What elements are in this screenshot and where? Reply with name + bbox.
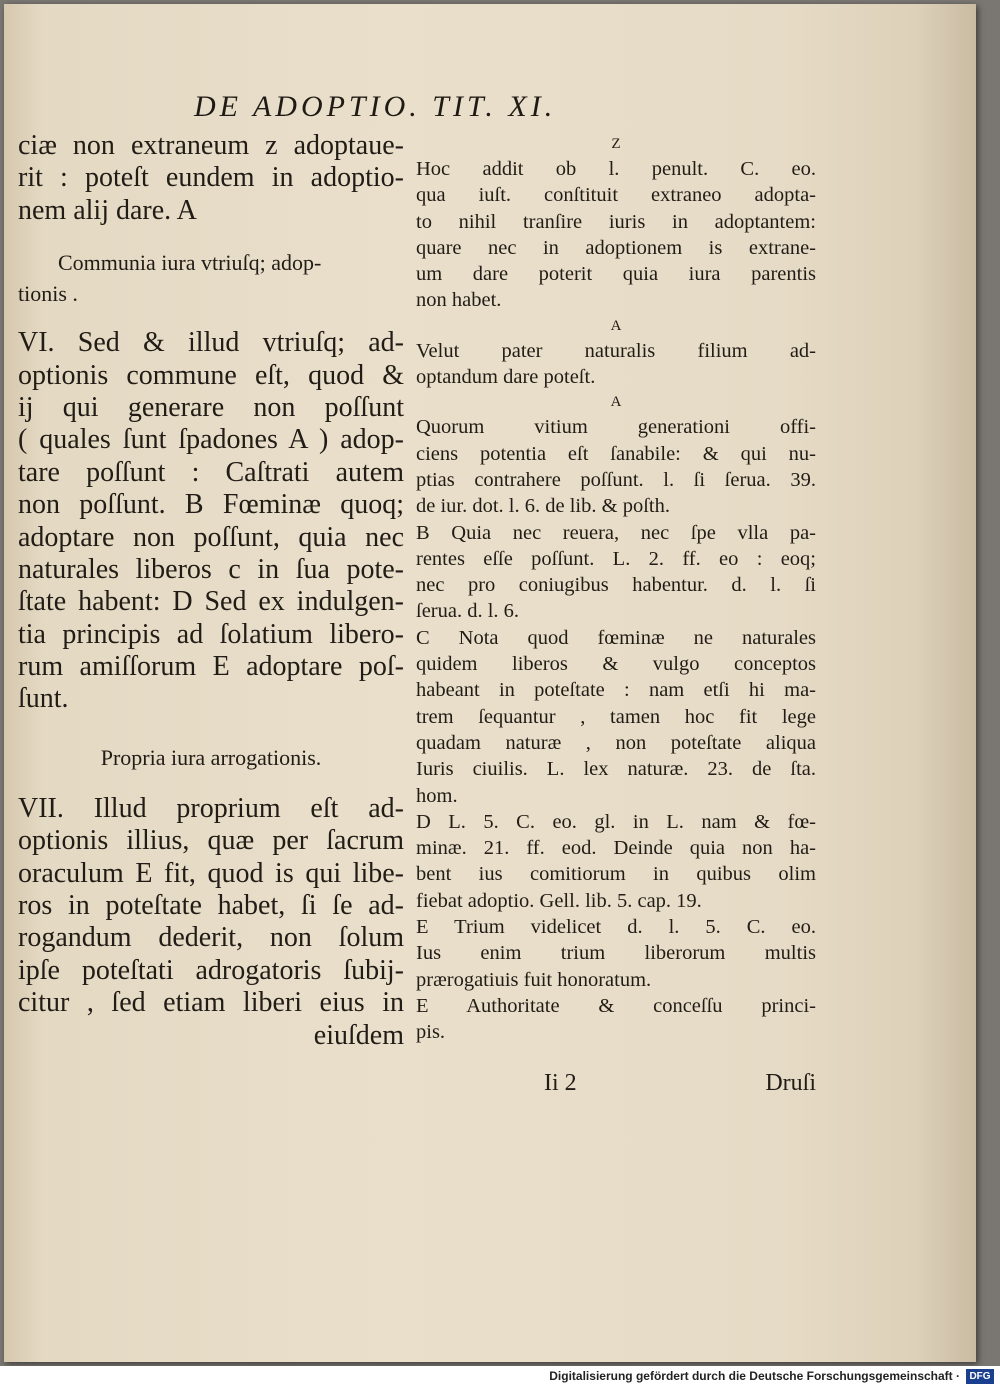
note-line: Quorum vitium generationi offi-	[416, 416, 816, 439]
note-line: nec pro coniugibus habentur. d. l. ſi	[416, 574, 816, 597]
text-line: tia principis ad ſolatium libero-	[18, 618, 404, 650]
note-marker: A	[610, 317, 622, 334]
text-line: citur , ſed etiam liberi eius in	[18, 987, 404, 1019]
note-line: E Authoritate & conceſſu princi-	[416, 994, 816, 1017]
spacer	[18, 227, 404, 247]
text-line: tare poſſunt : Caſtrati autem	[18, 456, 404, 488]
text-line: ciæ non extraneum z adoptaue-	[18, 130, 404, 161]
note-line: ptias contrahere poſſunt. l. ſi ſerua. 39.	[416, 468, 816, 491]
text-line: adoptare non poſſunt, quia nec	[18, 521, 404, 553]
note-line: Ius enim trium liberorum multis	[416, 942, 816, 965]
note-line: quare nec in adoptionem is extrane-	[416, 236, 816, 259]
note-line: qua iuſt. conſtituit extraneo adopta-	[416, 184, 816, 207]
text-line: oraculum E fit, quod is qui libe-	[18, 857, 404, 889]
note-marker: A	[610, 394, 622, 411]
text-line: ( quales ſunt ſpadones A ) adop-	[18, 424, 404, 456]
notes-column	[416, 132, 816, 1046]
spacer	[18, 309, 404, 327]
spacer	[18, 716, 404, 742]
text-line: optionis illius, quæ per ſacrum	[18, 825, 404, 857]
text-line: rit : poteſt eundem in adoptio-	[18, 162, 404, 194]
note-line: pis.	[416, 1021, 446, 1044]
digitization-footer	[0, 1366, 1000, 1388]
running-head: DE ADOPTIO. TIT. XI.	[194, 90, 557, 123]
text-line: ſunt.	[18, 683, 69, 715]
note-line: habeant in poteſtate : nam etſi hi ma-	[416, 679, 816, 702]
text-line: eiuſdem	[313, 1019, 404, 1051]
section-rubric: tionis .	[18, 281, 78, 307]
text-line: non poſſunt. B Fœminæ quoq;	[18, 489, 404, 521]
note-line: quidem liberos & vulgo conceptos	[416, 653, 816, 676]
section-rubric: Propria iura arrogationis.	[100, 744, 322, 770]
note-line: prærogatiuis fuit honoratum.	[416, 968, 652, 991]
text-line: VII. Illud proprium eſt ad-	[18, 792, 404, 824]
text-line: VI. Sed & illud vtriuſq; ad-	[18, 327, 404, 359]
text-line: optionis commune eſt, quod &	[18, 359, 404, 391]
note-line: optandum dare poteſt.	[416, 366, 596, 389]
dfg-logo: DFG	[966, 1369, 994, 1384]
note-line: um dare poterit quia iura parentis	[416, 263, 816, 286]
text-line: ſtate habent: D Sed ex indulgen-	[18, 586, 404, 618]
signature-mark: Ii 2	[544, 1070, 577, 1096]
note-line: to nihil tranſire iuris in adoptantem:	[416, 210, 816, 233]
spacer	[18, 773, 404, 793]
note-line: Hoc addit ob l. penult. C. eo.	[416, 158, 816, 180]
note-line: fiebat adoptio. Gell. lib. 5. cap. 19.	[416, 889, 702, 912]
note-line: D L. 5. C. eo. gl. in L. nam & fœ-	[416, 810, 816, 833]
note-line: non habet.	[416, 289, 502, 312]
note-line: Iuris ciuilis. L. lex naturæ. 23. de ſta.	[416, 758, 816, 781]
note-line: hom.	[416, 784, 458, 807]
text-line: rum amiſſorum E adoptare poſ-	[18, 651, 404, 683]
text-line: ij qui generare non poſſunt	[18, 391, 404, 423]
text-line: ipſe poteſtati adrogatoris ſubij-	[18, 954, 404, 986]
note-line: quadam naturæ , non poteſtate aliqua	[416, 731, 816, 754]
note-line: Velut pater naturalis filium ad-	[416, 339, 816, 362]
funding-notice: Digitalisierung gefördert durch die Deutsche Forschungsgemeinschaft ·	[549, 1369, 960, 1383]
note-line: B Quia nec reuera, nec ſpe vlla pa-	[416, 521, 816, 544]
note-line: trem ſequantur , tamen hoc fit lege	[416, 705, 816, 728]
note-marker: Z	[611, 136, 621, 152]
catchword: Druſi	[765, 1070, 816, 1096]
note-line: ciens potentia eſt ſanabile: & qui nu-	[416, 442, 816, 465]
note-line: E Trium videlicet d. l. 5. C. eo.	[416, 916, 816, 939]
section-rubric: Communia iura vtriuſq; adop-	[58, 250, 322, 276]
text-line: rogandum dederit, non ſolum	[18, 922, 404, 954]
note-line: ſerua. d. l. 6.	[416, 600, 520, 623]
note-line: C Nota quod fœminæ ne naturales	[416, 626, 816, 649]
note-line: minæ. 21. ff. eod. Deinde quia non ha-	[416, 837, 816, 860]
text-line: naturales liberos c in ſua pote-	[18, 553, 404, 585]
main-text-column	[18, 130, 404, 1052]
text-line: nem alij dare. A	[18, 194, 197, 226]
note-line: bent ius comitiorum in quibus olim	[416, 863, 816, 886]
book-page	[4, 4, 976, 1362]
note-line: de iur. dot. l. 6. de lib. & poſth.	[416, 495, 670, 518]
text-line: ros in poteſtate habet, ſi ſe ad-	[18, 890, 404, 922]
note-line: rentes eſſe poſſunt. L. 2. ff. eo : eoq;	[416, 547, 816, 570]
